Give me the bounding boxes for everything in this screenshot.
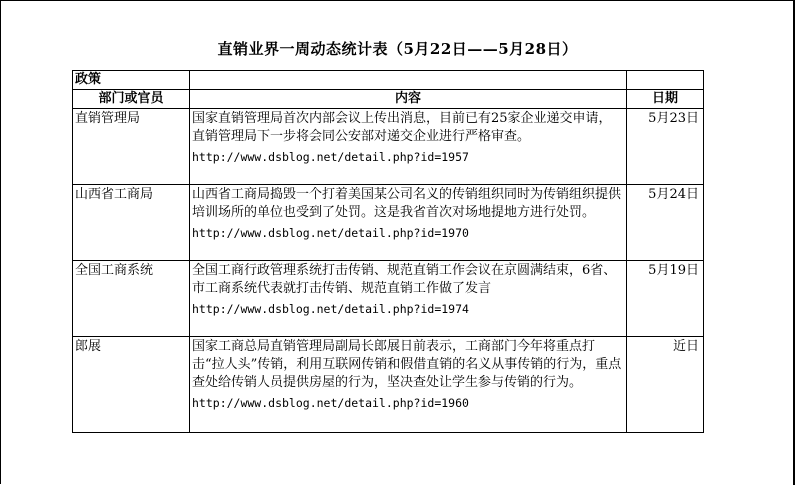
table-row (73, 337, 704, 433)
content-cell (190, 109, 627, 185)
detail-link[interactable]: http://www.dsblog.net/detail.php?id=1974 (192, 302, 469, 316)
column-header-dept: 部门或官员 (73, 90, 190, 109)
detail-link[interactable]: http://www.dsblog.net/detail.php?id=1960 (192, 396, 469, 410)
header-blank (190, 71, 627, 90)
content-text: 山西省工商局捣毁一个打着美国某公司名义的传销组织同时为传销组织提供培训场所的单位也受到了处罚。这是我省首次对场地提地方进行处罚。 (192, 187, 622, 220)
dept-cell: 直销管理局 (73, 109, 190, 185)
content-text: 国家直销管理局首次内部会议上传出消息，目前已有25家企业递交申请，直销管理局下一步将会同公安部对递交企业进行严格审查。 (192, 111, 612, 144)
date-cell: 5月19日 (627, 261, 704, 337)
column-header-content: 内容 (190, 90, 627, 109)
date-cell: 5月23日 (627, 109, 704, 185)
dept-cell: 郎展 (73, 337, 190, 433)
content-text: 全国工商行政管理系统打击传销、规范直销工作会议在京圆满结束，6省、市工商系统代表就打击传销、规范直销工作做了发言 (192, 263, 617, 296)
table-row (73, 185, 704, 261)
content-cell (190, 185, 627, 261)
content-text: 国家工商总局直销管理局副局长郎展日前表示，工商部门今年将重点打击“拉人头”传销，利用互联网传销和假借直销的名义从事传销的行为，重点查处给传销人员提供房屋的行为，坚决查处让学生参与传销的行为。 (192, 339, 622, 390)
content-cell (190, 261, 627, 337)
header-blank (627, 71, 704, 90)
date-cell: 5月24日 (627, 185, 704, 261)
group-label: 政策 (73, 71, 190, 90)
table-header-row (73, 90, 704, 109)
table-row (73, 109, 704, 185)
weekly-stats-table (72, 70, 704, 433)
date-cell: 近日 (627, 337, 704, 433)
column-header-date: 日期 (627, 90, 704, 109)
dept-cell: 山西省工商局 (73, 185, 190, 261)
page-title: 直销业界一周动态统计表（5月22日——5月28日） (217, 40, 578, 58)
table-row (73, 261, 704, 337)
detail-link[interactable]: http://www.dsblog.net/detail.php?id=1970 (192, 226, 469, 240)
dept-cell: 全国工商系统 (73, 261, 190, 337)
table-header-row-top (73, 71, 704, 90)
content-cell (190, 337, 627, 433)
detail-link[interactable]: http://www.dsblog.net/detail.php?id=1957 (192, 150, 469, 164)
